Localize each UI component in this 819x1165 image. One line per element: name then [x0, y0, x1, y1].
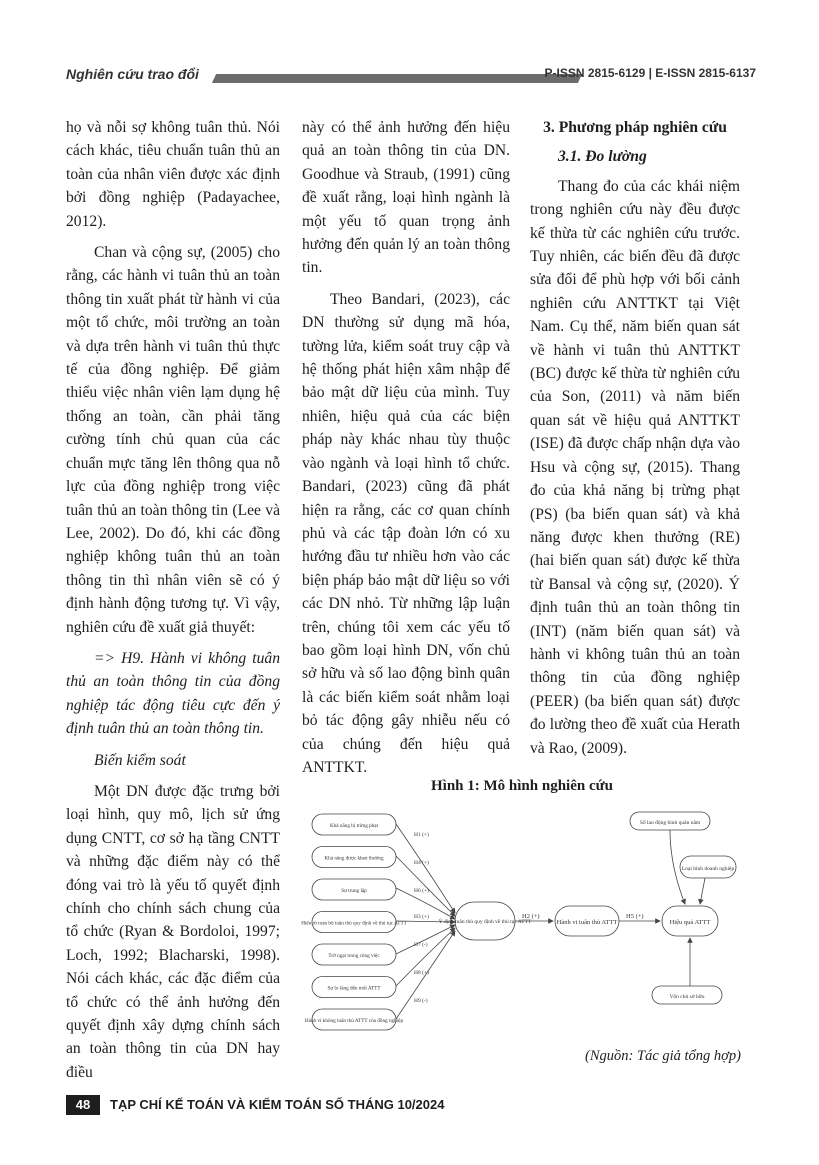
- section-heading: 3. Phương pháp nghiên cứu: [543, 119, 727, 136]
- h5-label: H5 (+): [626, 913, 644, 920]
- paragraph: Theo Bandari, (2023), các DN thường sử dụng mã hóa, tường lửa, kiểm soát truy cập và hệ thống phát hiện xâm nhập để bảo mật dữ liệu của mình. Tuy nhiên, hiệu quả của các biện pháp này khác nhau tùy thuộc vào ngành và loại hình tổ chức. Bandari, (2023) cũng đã phát hiện ra rằng, các cơ quan chính phủ và các tập đoàn lớn có xu hướng đầu tư nhiều hơn vào các biện pháp bảo mật dữ liệu so với các DN nhỏ. Từ những lập luận trên, chúng tôi xem các yếu tố bao gồm loại hình DN, vốn chủ sở hữu và số lao động bình quân là các biến kiểm soát nhằm loại bỏ tác động gây nhiễu nếu có của chúng đến hiệu quả ANTTKT.: [302, 290, 510, 776]
- intention-label: Ý định tuân thủ quy định về thủ tục ATTT: [438, 919, 532, 925]
- hypothesis-label: H3 (+): [414, 914, 429, 920]
- hypothesis-label: H4 (+): [414, 860, 429, 866]
- hypothesis-label: H8 (+): [414, 970, 429, 976]
- column-3: [530, 116, 740, 768]
- factor-label: Hành vi không tuân thủ ATTT của đồng nghiệp: [304, 1018, 404, 1024]
- hypothesis-h9: => H9. Hành vi không tuân thủ an toàn thông tin của đồng nghiệp tác động tiêu cực đến ý định tuân thủ an toàn thông tin.: [66, 649, 280, 738]
- journal-title: TẠP CHÍ KẾ TOÁN VÀ KIỂM TOÁN SỐ THÁNG 10/2024: [110, 1097, 445, 1112]
- control-label-type: Loại hình doanh nghiệp: [681, 866, 735, 872]
- hypothesis-label: H7 (-): [414, 942, 428, 948]
- figure-source: (Nguồn: Tác giả tổng hợp): [585, 1048, 741, 1064]
- hypothesis-label: H6 (+): [414, 888, 429, 894]
- issn-label: P-ISSN 2815-6129 | E-ISSN 2815-6137: [544, 66, 756, 80]
- hypothesis-label: H9 (-): [414, 998, 428, 1004]
- paragraph: Thang đo của các khái niệm trong nghiên cứu này đều được kế thừa từ các nghiên cứu trước. Tuy nhiên, các biến đều đã được sửa đổi để phù hợp với bối cảnh nghiên cứu ANTTKT tại Việt Nam. Cụ thể, năm biến quan sát về hành vi tuân thủ ANTTKT (BC) được kế thừa từ nghiên cứu của Son, (2011) và năm biến quan sát về hiệu quả ANTTKT (ISE) đã được chấp nhận dựa vào Hsu và cộng sự, (2015). Thang đo của khả năng bị trừng phạt (PS) (ba biến quan sát) và khả năng được khen thưởng (RE) (hai biến quan sát) được kế thừa từ Bansal và cộng sự, (2020). Ý định tuân thủ an toàn thông tin (INT) (năm biến quan sát) và hành vi không tuân thủ an toàn thông tin của đồng nghiệp (PEER) (ba biến quan sát) được đo lường theo đề xuất của Herath và Rao, (2009).: [530, 177, 740, 757]
- factor-label: Sự lo lắng đến mối ATTT: [327, 985, 381, 992]
- factor-label: Khả năng được khen thưởng: [324, 855, 384, 862]
- subheading-control-variables: Biến kiểm soát: [94, 751, 186, 769]
- column-2: [302, 116, 510, 787]
- paragraph: họ và nỗi sợ không tuân thủ. Nói cách khác, tiêu chuẩn tuân thủ an toàn của nhân viên được xác định bởi đồng nghiệp (Padayachee, 2012).: [66, 119, 280, 230]
- outcome-label: Hiệu quả ATTT: [669, 919, 711, 926]
- header-rule: [212, 74, 582, 83]
- factor-label: Khả năng bị trừng phạt: [329, 823, 379, 829]
- paragraph: Một DN được đặc trưng bởi loại hình, quy mô, lịch sử ứng dụng CNTT, cơ sở hạ tầng CNTT và những đặc điểm này có thể đóng vai trò là yếu tố quyết định chính cho chính sách chung của tổ chức (Ryan & Bordoloi, 1997; Loch, 1992; Blacharski, 1998). Nói cách khác, các đặc điểm của tổ chức có thể ảnh hưởng đến quyết định xây dựng chính sách an toàn thông tin của DN hay điều: [66, 782, 280, 1081]
- factor-label: Sự trung lập: [341, 888, 367, 894]
- factor-label: Hiểu rõ toàn bộ tuân thủ quy định về thủ tục ATTT: [301, 920, 407, 927]
- figure-title: Hình 1: Mô hình nghiên cứu: [431, 778, 613, 794]
- paragraph: Chan và cộng sự, (2005) cho rằng, các hành vi tuân thủ an toàn thông tin xuất phát từ hành vi của một tổ chức, môi trường an toàn và dựa trên hành vi tuân thủ thực tế của đồng nghiệp. Để giảm thiểu việc nhân viên lạm dụng hệ thống an toàn, cần phải tăng cường tính chủ quan của các chuẩn mực tăng lên thông qua nỗ lực của đồng nghiệp trong việc tuân thủ an toàn thông tin (Lee và Lee, 2002). Do đó, khi các đồng nghiệp không tuân thủ an toàn thông tin thì nhân viên sẽ có ý định hành động tương tự. Vì vậy, nghiên cứu đề xuất giả thuyết:: [66, 244, 280, 636]
- section-name: Nghiên cứu trao đổi: [66, 66, 199, 82]
- page-number: 48: [66, 1095, 100, 1115]
- control-label-equity: Vốn chủ sở hữu: [669, 994, 705, 1000]
- subsection-heading: 3.1. Đo lường: [558, 148, 647, 166]
- page-header: [66, 66, 756, 88]
- hypothesis-label: H1 (+): [414, 832, 429, 838]
- h2-label: H2 (+): [522, 913, 540, 920]
- research-model-diagram: [300, 806, 746, 1046]
- paragraph: này có thể ảnh hưởng đến hiệu quả an toàn thông tin của DN. Goodhue và Straub, (1991) cũng đề xuất rằng, loại hình ngành là một yếu tố quan trọng ảnh hưởng đến quản lý an toàn thông tin.: [302, 119, 510, 277]
- control-label-labor: Số lao động bình quân năm: [639, 820, 701, 826]
- behavior-label: Hành vi tuân thủ ATTT: [556, 919, 618, 926]
- factor-label: Trở ngại trong công việc: [328, 953, 380, 959]
- column-1: [66, 116, 280, 1092]
